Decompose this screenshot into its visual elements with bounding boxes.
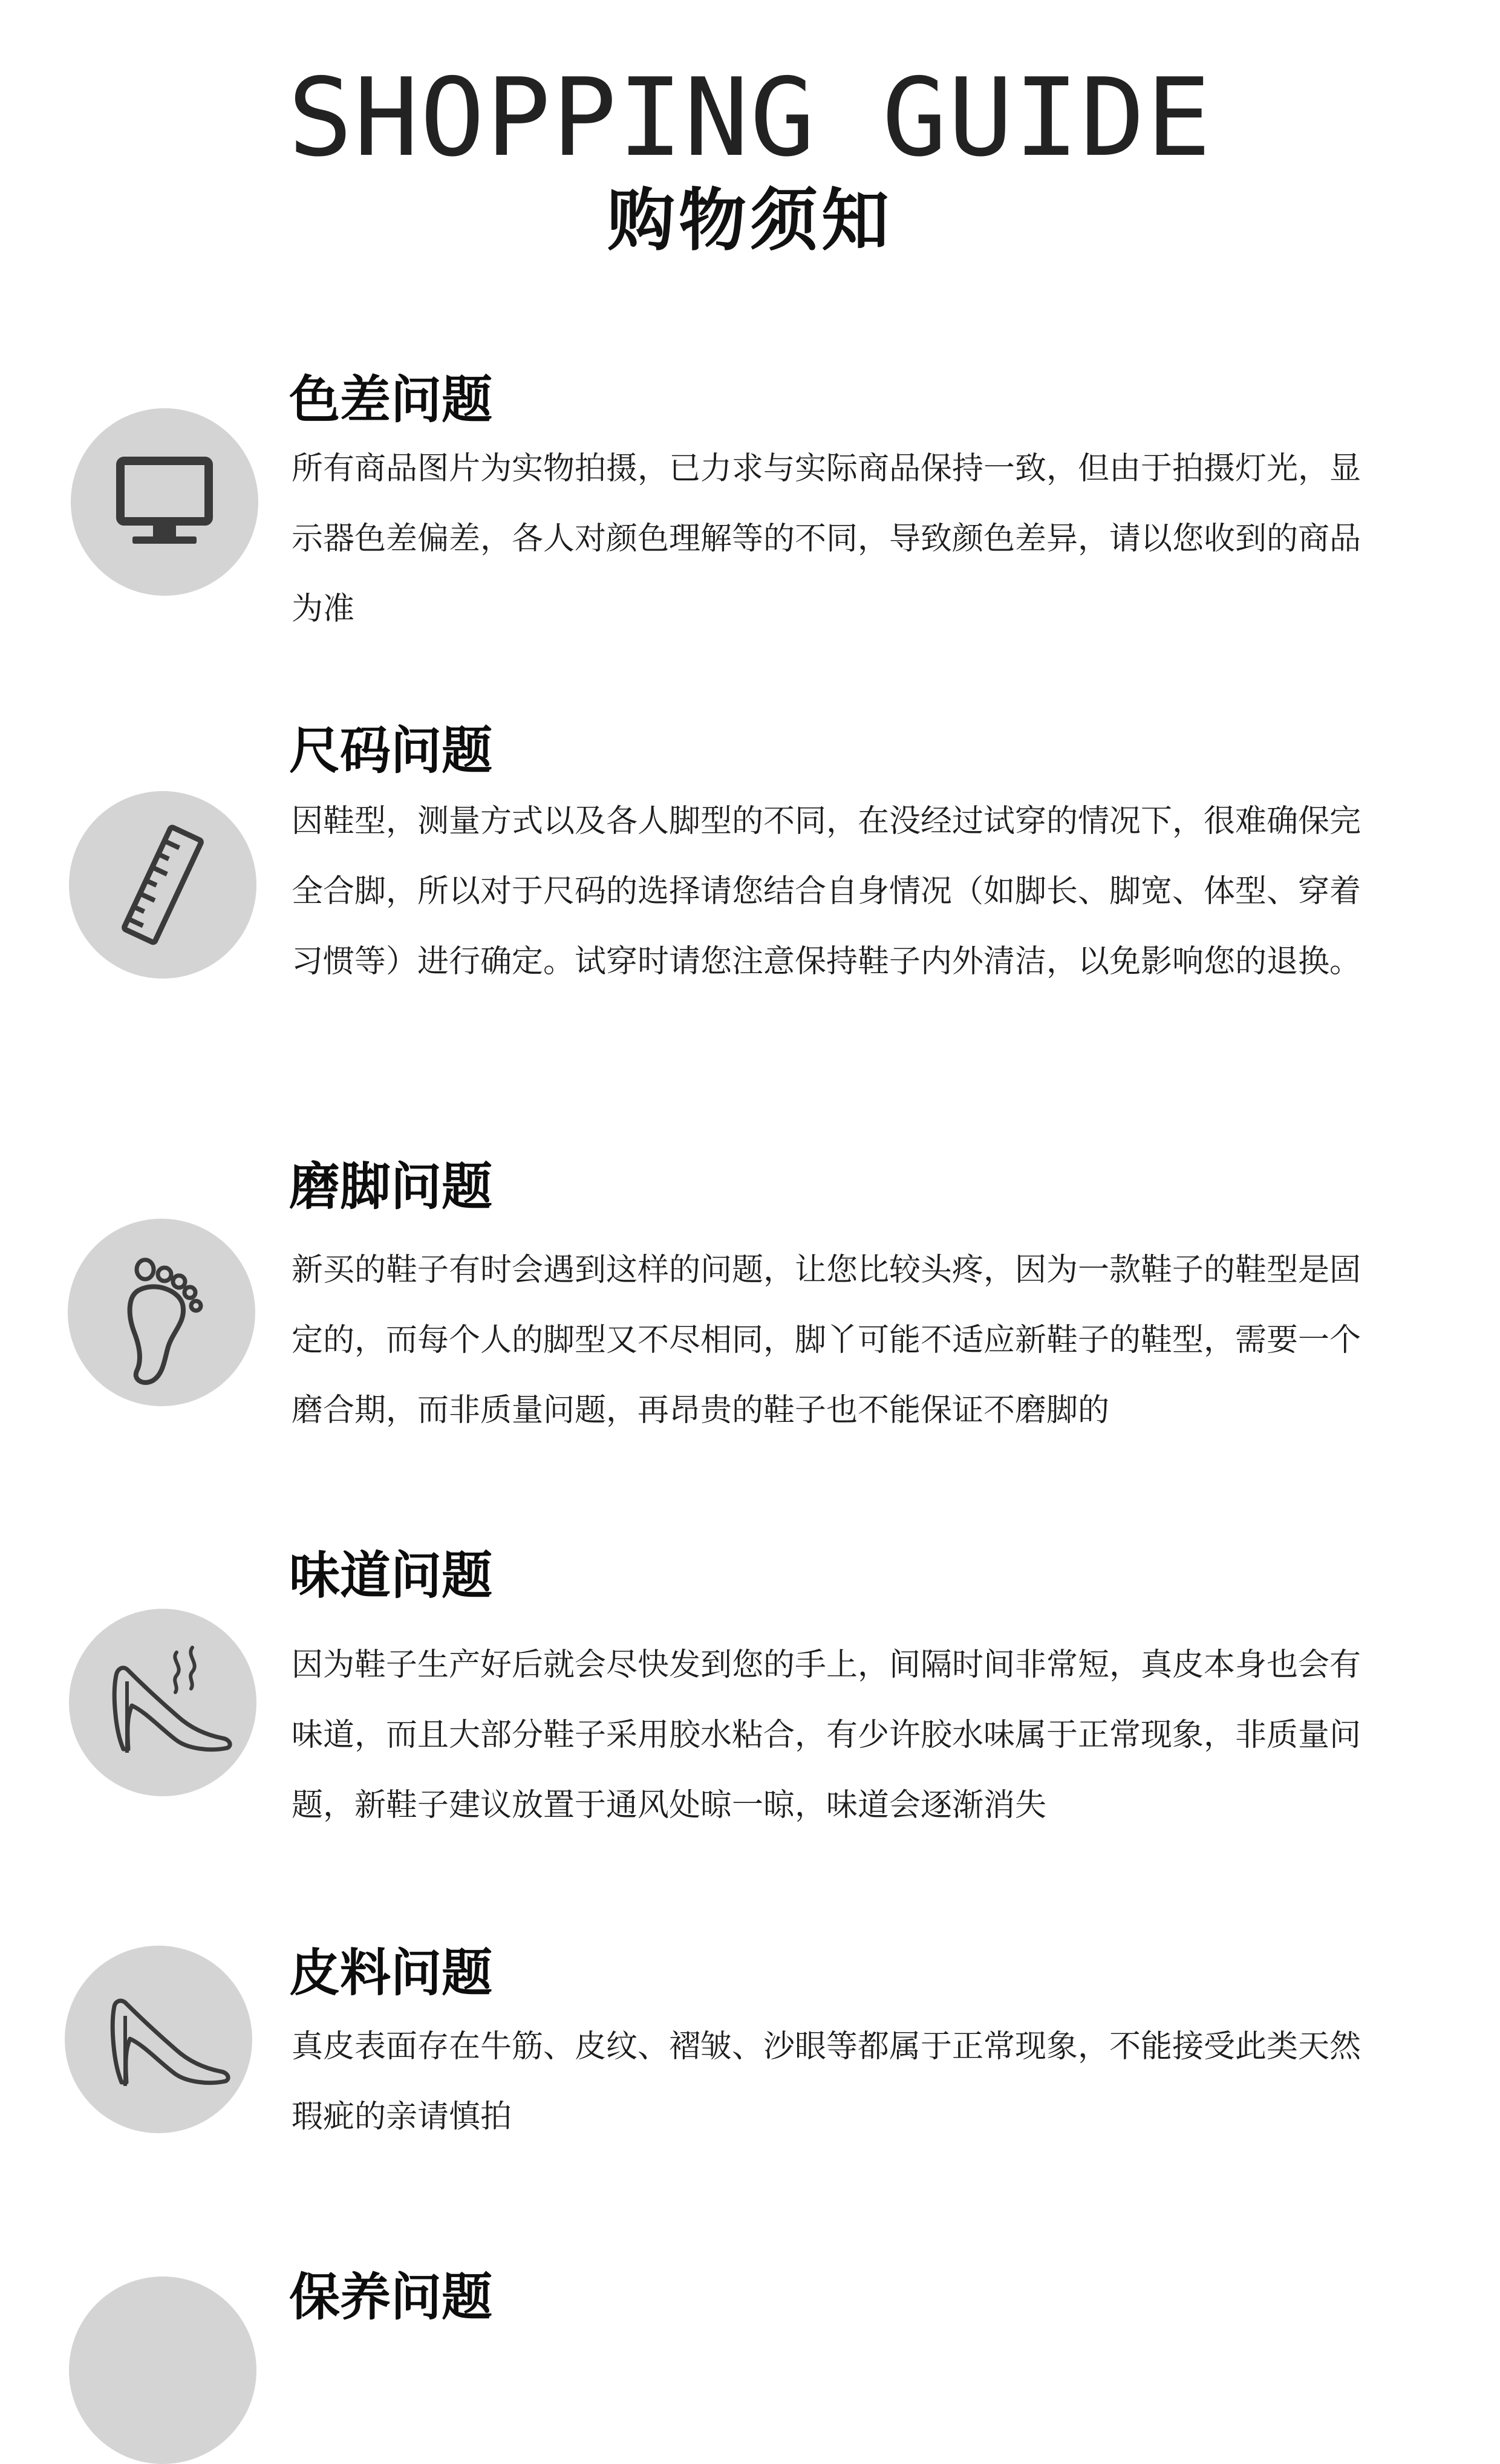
section-body: 新买的鞋子有时会遇到这样的问题，让您比较头疼，因为一款鞋子的鞋型是固定的，而每个人的脚型又不尽相同，脚丫可能不适应新鞋子的鞋型，需要一个磨合期，而非质量问题，再昂贵的鞋子也不能保证不磨脚的 — [292, 1252, 1361, 1429]
section-title: 色差问题 — [289, 370, 493, 429]
section-title: 尺码问题 — [289, 721, 493, 780]
section-body: 真皮表面存在牛筋、皮纹、褶皱、沙眼等都属于正常现象，不能接受此类天然瑕疵的亲请慎拍 — [292, 2029, 1361, 2135]
section-title: 味道问题 — [289, 1546, 493, 1605]
monitor-icon — [71, 408, 258, 596]
section-title: 保养问题 — [289, 2267, 493, 2327]
foot-icon — [68, 1219, 255, 1406]
high-heel-odor-icon — [69, 1609, 256, 1796]
section-title: 磨脚问题 — [289, 1157, 493, 1216]
care-icon — [69, 2277, 256, 2464]
section-body: 所有商品图片为实物拍摄，已力求与实际商品保持一致，但由于拍摄灯光，显示器色差偏差，各人对颜色理解等的不同，导致颜色差异，请以您收到的商品为准 — [292, 451, 1361, 627]
section-title: 皮料问题 — [289, 1943, 493, 2003]
section-body: 因鞋型，测量方式以及各人脚型的不同，在没经过试穿的情况下，很难确保完全合脚，所以对于尺码的选择请您结合自身情况（如脚长、脚宽、体型、穿着习惯等）进行确定。试穿时请您注意保持鞋子内外清洁，以免影响您的退换。 — [292, 803, 1361, 980]
page-title-zh: 购物须知 — [607, 181, 893, 260]
section-body: 因为鞋子生产好后就会尽快发到您的手上，间隔时间非常短，真皮本身也会有味道，而且大部分鞋子采用胶水粘合，有少许胶水味属于正常现象，非质量问题，新鞋子建议放置于通风处晾一晾，味道会逐渐消失 — [292, 1647, 1361, 1824]
page-title-en: SHOPPING GUIDE — [287, 55, 1213, 180]
ruler-icon — [69, 791, 256, 979]
high-heel-icon — [65, 1946, 252, 2133]
